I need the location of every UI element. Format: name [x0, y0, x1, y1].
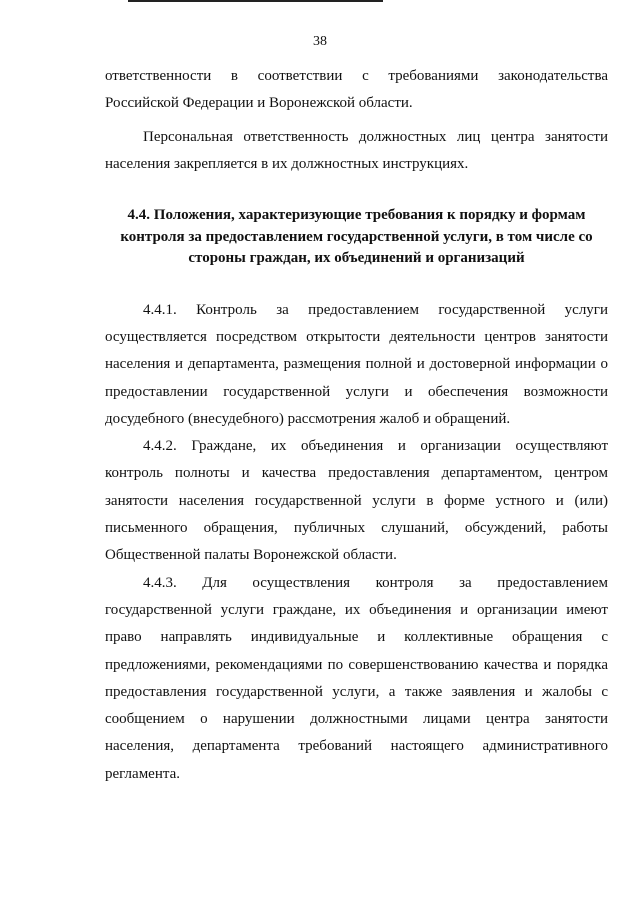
text-line: право направлять индивидуальные и коллективные обращения с — [105, 629, 608, 646]
text-line: 4.4.1. Контроль за предоставлением государственной услуги — [143, 301, 608, 318]
text-line: сообщением о нарушении должностными лицами центра занятости — [105, 711, 608, 728]
text-line: 4.4.3. Для осуществления контроля за предоставлением — [143, 574, 608, 591]
text-line: занятости населения государственной услуги в форме устного и (или) — [105, 492, 608, 509]
text-line: населения и департамента, размещения полной и достоверной информации о — [105, 356, 608, 373]
text-line: Российской Федерации и Воронежской области. — [105, 95, 413, 112]
text-line: Общественной палаты Воронежской области. — [105, 547, 397, 564]
paragraph-4-4-1 — [105, 297, 608, 433]
heading-line: стороны граждан, их объединений и организаций — [188, 250, 525, 267]
paragraph-4-4-2 — [105, 433, 608, 569]
text-line: предоставлении государственной услуги и обеспечения возможности — [105, 383, 608, 400]
text-line: письменного обращения, публичных слушаний, обсуждений, работы — [105, 520, 608, 537]
text-line: контроль полноты и качества предоставления департаментом, центром — [105, 465, 608, 482]
text-line: населения, департамента требований настоящего административного — [105, 738, 608, 755]
text-line: предложениями, рекомендациями по совершенствованию качества и порядка — [105, 656, 608, 673]
text-line: осуществляется посредством открытости деятельности центров занятости — [105, 328, 608, 345]
section-heading — [105, 205, 608, 270]
text-line: ответственности в соответствии с требованиями законодательства — [105, 68, 608, 84]
paragraph-intro-2 — [105, 124, 608, 179]
text-line: предоставления государственной услуги, а также заявления и жалобы с — [105, 683, 608, 700]
text-line: Персональная ответственность должностных лиц центра занятости — [143, 128, 608, 145]
text-line: 4.4.2. Граждане, их объединения и организации осуществляют — [143, 438, 608, 455]
document-body — [105, 63, 608, 788]
text-line: досудебного (внесудебного) рассмотрения жалоб и обращений. — [105, 410, 511, 427]
text-line: регламента. — [105, 765, 181, 782]
text-line: государственной услуги граждане, их объединения и организации имеют — [105, 601, 608, 618]
paragraph-4-4-3 — [105, 570, 608, 788]
paragraph-intro-1 — [105, 63, 608, 118]
heading-line: контроля за предоставлением государственной услуги, в том числе со — [120, 228, 593, 245]
text-line: населения закрепляется в их должностных инструкциях. — [105, 155, 469, 172]
top-border-line — [128, 0, 383, 2]
heading-line: 4.4. Положения, характеризующие требования к порядку и формам — [127, 207, 586, 224]
page-number: 38 — [313, 34, 327, 49]
